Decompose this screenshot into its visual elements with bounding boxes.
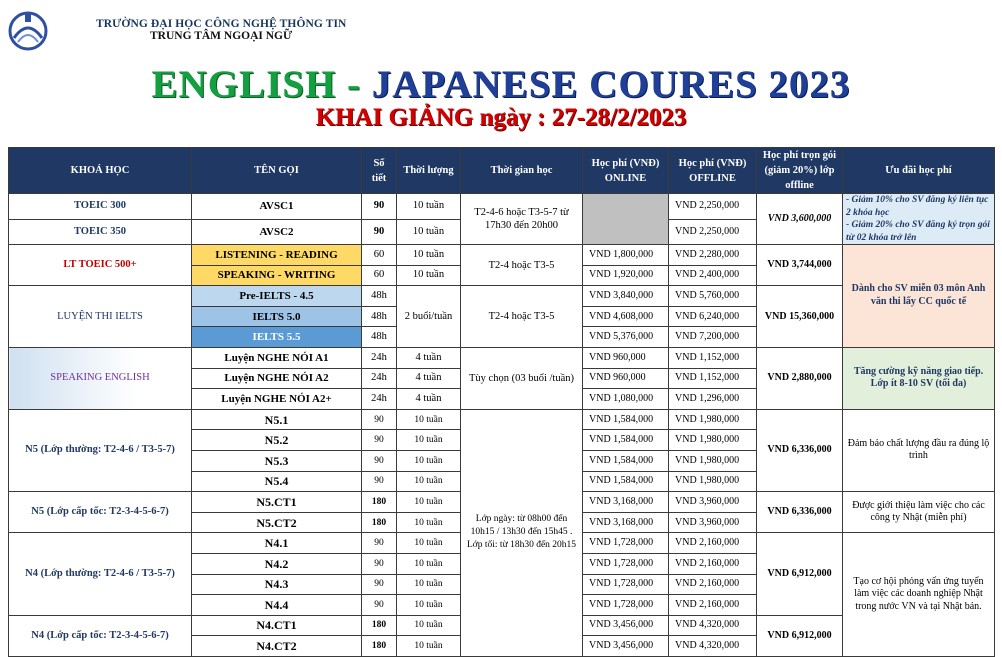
offer-note: - Giảm 10% cho SV đăng ký liên tục 2 khóa học - Giảm 20% cho SV đăng ký trọn gói từ 02 khóa trở lên [843,194,995,245]
class-name: Luyện NGHE NÓI A1 [192,347,362,368]
online-price: VND 1,584,000 [583,430,669,451]
periods-cell: 24h [362,389,397,410]
course-cell: N4 (Lớp thường: T2-4-6 / T3-5-7) [9,533,192,615]
class-name: N4.1 [192,533,362,554]
offline-price: VND 2,280,000 [669,245,757,266]
offline-price: VND 4,320,000 [669,615,757,636]
online-price: VND 4,608,000 [583,306,669,327]
offline-price: VND 2,250,000 [669,219,757,245]
class-name: LISTENING - READING [192,245,362,266]
online-price: VND 1,728,000 [583,595,669,616]
course-cell: TOEIC 300 [9,194,192,220]
periods-cell: 180 [362,615,397,636]
periods-cell: 60 [362,265,397,286]
periods-cell: 90 [362,194,397,220]
header-schedule: Thời gian học [461,148,583,194]
duration-cell: 10 tuần [397,574,461,595]
course-cell: SPEAKING ENGLISH [9,347,192,409]
offline-price: VND 1,980,000 [669,430,757,451]
offline-price: VND 2,160,000 [669,574,757,595]
header-periods: Số tiết [362,148,397,194]
class-name: N5.CT2 [192,512,362,533]
class-name: N4.CT1 [192,615,362,636]
table-row [9,194,995,220]
offline-price: VND 1,980,000 [669,450,757,471]
online-price: VND 3,456,000 [583,615,669,636]
class-name: SPEAKING - WRITING [192,265,362,286]
class-name: N5.4 [192,471,362,492]
header-offline: Học phí (VNĐ) OFFLINE [669,148,757,194]
course-table [8,147,995,657]
offer-note: Được giới thiệu làm việc cho các công ty Nhật (miễn phí) [843,492,995,533]
offline-price: VND 7,200,000 [669,327,757,348]
center-name: TRUNG TÂM NGOẠI NGỮ [150,30,293,42]
duration-cell: 10 tuần [397,409,461,430]
periods-cell: 90 [362,219,397,245]
offline-price: VND 1,152,000 [669,347,757,368]
offline-price: VND 2,250,000 [669,194,757,220]
duration-cell: 10 tuần [397,512,461,533]
periods-cell: 24h [362,368,397,389]
offline-price: VND 1,296,000 [669,389,757,410]
online-price-empty [583,194,669,245]
class-name: N4.2 [192,553,362,574]
periods-cell: 48h [362,286,397,307]
offer-note: Tạo cơ hội phỏng vấn ứng tuyển làm việc các doanh nghiệp Nhật trong nước VN và tại Nhật bản. [843,533,995,657]
table-row [9,245,995,266]
online-price: VND 1,080,000 [583,389,669,410]
course-cell: LT TOEIC 500+ [9,245,192,286]
package-price: VND 3,744,000 [757,245,843,286]
package-price: VND 6,336,000 [757,409,843,491]
class-name: Pre-IELTS - 4.5 [192,286,362,307]
class-name: N4.4 [192,595,362,616]
class-name: N4.CT2 [192,636,362,657]
title-japanese: JAPANESE COURES 2023 [371,63,851,106]
duration-cell: 10 tuần [397,245,461,266]
online-price: VND 1,728,000 [583,553,669,574]
duration-cell: 10 tuần [397,430,461,451]
table-row [9,347,995,368]
offer-note: Dành cho SV miễn 03 môn Anh văn thi lấy CC quốc tế [843,245,995,348]
duration-cell: 10 tuần [397,265,461,286]
package-price: VND 2,880,000 [757,347,843,409]
class-name: N4.3 [192,574,362,595]
periods-cell: 180 [362,492,397,513]
duration-cell: 10 tuần [397,595,461,616]
class-name: Luyện NGHE NÓI A2+ [192,389,362,410]
online-price: VND 1,728,000 [583,533,669,554]
online-price: VND 5,376,000 [583,327,669,348]
offer-note: Tăng cường kỹ năng giao tiếp. Lớp ít 8-10 SV (tối đa) [843,347,995,409]
offline-price: VND 1,980,000 [669,409,757,430]
header-online: Học phí (VNĐ) ONLINE [583,148,669,194]
duration-cell: 10 tuần [397,533,461,554]
duration-cell: 10 tuần [397,615,461,636]
duration-cell: 4 tuần [397,389,461,410]
offline-price: VND 6,240,000 [669,306,757,327]
table-header [9,148,995,194]
online-price: VND 1,728,000 [583,574,669,595]
course-cell: N4 (Lớp cấp tốc: T2-3-4-5-6-7) [9,615,192,656]
class-name: AVSC1 [192,194,362,220]
duration-cell: 10 tuần [397,636,461,657]
package-price: VND 15,360,000 [757,286,843,348]
periods-cell: 90 [362,574,397,595]
online-price: VND 960,000 [583,368,669,389]
periods-cell: 180 [362,512,397,533]
header-duration: Thời lượng [397,148,461,194]
package-price: VND 6,336,000 [757,492,843,533]
course-cell: N5 (Lớp thường: T2-4-6 / T3-5-7) [9,409,192,491]
class-name: N5.2 [192,430,362,451]
offline-price: VND 3,960,000 [669,512,757,533]
duration-cell: 10 tuần [397,471,461,492]
online-price: VND 1,584,000 [583,471,669,492]
duration-cell: 10 tuần [397,194,461,220]
online-price: VND 3,168,000 [583,492,669,513]
periods-cell: 48h [362,306,397,327]
course-cell: LUYỆN THI IELTS [9,286,192,348]
course-cell: N5 (Lớp cấp tốc: T2-3-4-5-6-7) [9,492,192,533]
offer-note: Đảm bảo chất lượng đầu ra đúng lộ trình [843,409,995,491]
table-row [9,409,995,430]
package-price: VND 6,912,000 [757,533,843,615]
online-price: VND 3,168,000 [583,512,669,533]
offline-price: VND 5,760,000 [669,286,757,307]
periods-cell: 90 [362,553,397,574]
class-name: IELTS 5.5 [192,327,362,348]
schedule-cell: T2-4 hoặc T3-5 [461,245,583,286]
online-price: VND 3,840,000 [583,286,669,307]
university-logo [8,8,48,52]
class-name: Luyện NGHE NÓI A2 [192,368,362,389]
periods-cell: 90 [362,471,397,492]
school-name: TRƯỜNG ĐẠI HỌC CÔNG NGHỆ THÔNG TIN [96,18,347,30]
online-price: VND 1,800,000 [583,245,669,266]
offline-price: VND 1,980,000 [669,471,757,492]
class-name: N5.1 [192,409,362,430]
package-price: VND 6,912,000 [757,615,843,656]
online-price: VND 1,584,000 [583,450,669,471]
duration-cell: 10 tuần [397,450,461,471]
duration-cell: 10 tuần [397,219,461,245]
header-package: Học phí trọn gói (giảm 20%) lớp offline [757,148,843,194]
periods-cell: 60 [362,245,397,266]
header-name: TÊN GỌI [192,148,362,194]
periods-cell: 24h [362,347,397,368]
periods-cell: 90 [362,450,397,471]
offline-price: VND 2,160,000 [669,595,757,616]
page-title [0,62,1002,107]
offline-price: VND 2,160,000 [669,533,757,554]
title-english: ENGLISH - [151,63,372,106]
offline-price: VND 4,320,000 [669,636,757,657]
online-price: VND 1,920,000 [583,265,669,286]
online-price: VND 3,456,000 [583,636,669,657]
schedule-cell: T2-4-6 hoặc T3-5-7 từ 17h30 đến 20h00 [461,194,583,245]
schedule-cell: Tùy chọn (03 buổi /tuần) [461,347,583,409]
class-name: N5.3 [192,450,362,471]
periods-cell: 180 [362,636,397,657]
schedule-cell: T2-4 hoặc T3-5 [461,286,583,348]
periods-cell: 48h [362,327,397,348]
duration-cell: 10 tuần [397,492,461,513]
periods-cell: 90 [362,533,397,554]
page-subtitle: KHAI GIẢNG ngày : 27-28/2/2023 [315,104,687,131]
periods-cell: 90 [362,409,397,430]
duration-cell: 2 buổi/tuần [397,286,461,348]
online-price: VND 1,584,000 [583,409,669,430]
periods-cell: 90 [362,430,397,451]
periods-cell: 90 [362,595,397,616]
offline-price: VND 1,152,000 [669,368,757,389]
course-cell: TOEIC 350 [9,219,192,245]
duration-cell: 4 tuần [397,368,461,389]
online-price: VND 960,000 [583,347,669,368]
package-price: VND 3,600,000 [757,194,843,245]
class-name: N5.CT1 [192,492,362,513]
header-offer: Ưu đãi học phí [843,148,995,194]
class-name: AVSC2 [192,219,362,245]
class-name: IELTS 5.0 [192,306,362,327]
offline-price: VND 2,160,000 [669,553,757,574]
offline-price: VND 2,400,000 [669,265,757,286]
schedule-cell: Lớp ngày: từ 08h00 đến 10h15 / 13h30 đến 15h45 . Lớp tối: từ 18h30 đến 20h15 [461,409,583,656]
duration-cell: 4 tuần [397,347,461,368]
duration-cell: 10 tuần [397,553,461,574]
header-course: KHOÁ HỌC [9,148,192,194]
offline-price: VND 3,960,000 [669,492,757,513]
